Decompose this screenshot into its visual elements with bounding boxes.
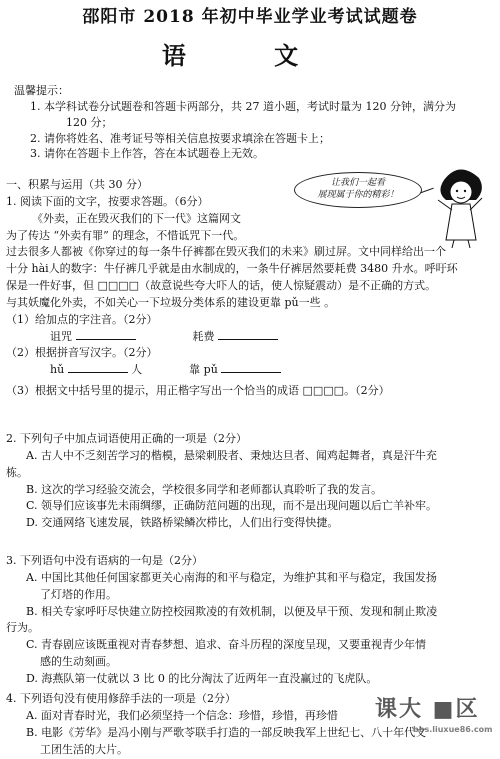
word: 人 — [131, 363, 143, 377]
option-continuation: 栋。 — [6, 465, 28, 479]
option-continuation: 了灯塔的作用。 — [40, 587, 117, 601]
option-continuation: 行为。 — [6, 621, 39, 635]
word: 靠 pǔ — [189, 363, 218, 377]
answer-blank[interactable] — [221, 363, 281, 373]
option-b: B. 这次的学习经验交流会，学校很多同学和老师都认真聆听了我的发言。 — [26, 482, 383, 496]
word: hǔ — [50, 363, 65, 377]
notice-item: 2. 请你将姓名、准考证号等相关信息按要求填涂在答题卡上； — [30, 131, 330, 145]
answer-blank[interactable] — [76, 330, 136, 340]
notice-item: 1. 本学科试卷分试题卷和答题卡两部分，共 27 道小题，考试时量为 120 分钟，满分为 — [30, 99, 456, 113]
exam-title: 邵阳市 2018 年初中毕业学业考试试题卷 — [82, 7, 418, 27]
option-d: D. 海燕队第一仗就以 3 比 0 的比分淘汰了近两年一直没赢过的飞虎队。 — [26, 671, 378, 685]
section-heading: 一、积累与运用（共 30 分） — [6, 178, 148, 191]
answer-row — [6, 330, 494, 345]
sub-question-3: （3）根据文中括号里的提示，用正楷字写出一个恰当的成语 □□□□。（2分） — [6, 384, 390, 398]
option-d: D. 交通网络飞速发展，铁路桥梁鳞次栉比，人们出行变得快捷。 — [26, 516, 339, 530]
option-a: A. 面对青春时光，我们必须坚持一个信念：珍惜，珍惜，再珍惜 — [26, 708, 338, 722]
question-heading: 4. 下列语句没有使用修辞手法的一项是（2分） — [6, 692, 236, 705]
option-continuation: 工团生活的大片。 — [40, 742, 128, 756]
passage-line: 保是一件好事，但 □□□□（故意说些夸大吓人的话，使人惊疑震动）是不正确的方式。 — [6, 279, 437, 293]
question-heading: 3. 下列语句中没有语病的一句是（2分） — [6, 554, 203, 567]
watermark-text: 课大 ■区 — [375, 697, 480, 722]
bubble-line: 展现属于你的精彩！ — [317, 190, 399, 200]
notice-item: 3. 请你在答题卡上作答，答在本试题卷上无效。 — [30, 147, 264, 161]
option-a: A. 中国比其他任何国家都更关心南海的和平与稳定，为维护其和平与稳定，我国发扬 — [26, 570, 437, 584]
watermark-url: bbs.liuxue86.com — [413, 725, 493, 734]
bubble-line: 让我们一起看 — [330, 178, 385, 188]
section-1 — [6, 176, 494, 401]
answer-blank[interactable] — [218, 330, 278, 340]
sub-question-1: （1）给加点的字注音。（2分） — [6, 312, 158, 326]
word: 诅咒 — [50, 329, 72, 343]
site-watermark — [375, 695, 495, 751]
notice-item: 120 分； — [66, 115, 113, 129]
option-continuation: 感的生动刻画。 — [40, 655, 117, 669]
answer-row — [6, 363, 494, 378]
passage-line: 与其妖魔化外卖，不如关心一下垃圾分类体系的建设更靠 pǔ一些 。 — [6, 295, 336, 309]
question-2 — [6, 430, 494, 533]
answer-blank[interactable] — [68, 363, 128, 373]
question-heading: 2. 下列句子中加点词语使用正确的一项是（2分） — [6, 432, 247, 445]
subject-title: 语 文 — [161, 41, 339, 70]
passage-line: 为了传达 “外卖有罪” 的理念，不惜诋咒下一代。 — [6, 228, 245, 242]
question-3 — [6, 552, 494, 689]
notice-heading: 温馨提示： — [14, 84, 69, 97]
option-b: B. 相关专家呼吁尽快建立防控校园欺凌的有效机制，以便及早干预、发现和制止欺凌 — [26, 604, 438, 618]
option-c: C. 领导们应该事先未雨绸缪，正确防范问题的出现，而不是出现问题以后亡羊补牢。 — [26, 499, 438, 513]
option-a: A. 古人中不乏刻苦学习的楷模，悬梁刺股者、秉烛达旦者、闻鸡起舞者，真是汗牛充 — [26, 448, 437, 462]
passage-line: 《外卖，正在毁灭我们的下一代》这篇网文 — [32, 211, 241, 225]
word: 耗费 — [192, 329, 215, 343]
option-b: B. 电影《芳华》是冯小刚与严歌苓联手打造的一部反映我军上世纪七、八十年代文 — [26, 725, 427, 739]
notice-block — [14, 83, 484, 163]
passage-line: 十分 hài人的数字：牛仔裤几乎就是由水制成的，一条牛仔裤居然要耗费 3480 升水。呼吁环 — [6, 262, 458, 276]
passage-line: 过去很多人都被《你穿过的每一条牛仔裤都在毁灭我们的未来》刷过屏。文中同样给出一个 — [6, 245, 446, 259]
question-1-heading: 1. 阅读下面的文字，按要求答题。（6分） — [6, 194, 209, 208]
option-c: C. 青春剧应该既重视对青春梦想、追求、奋斗历程的深度呈现，又要重视青少年情 — [26, 638, 427, 652]
sub-question-2: （2）根据拼音写汉字。（2分） — [6, 346, 158, 360]
